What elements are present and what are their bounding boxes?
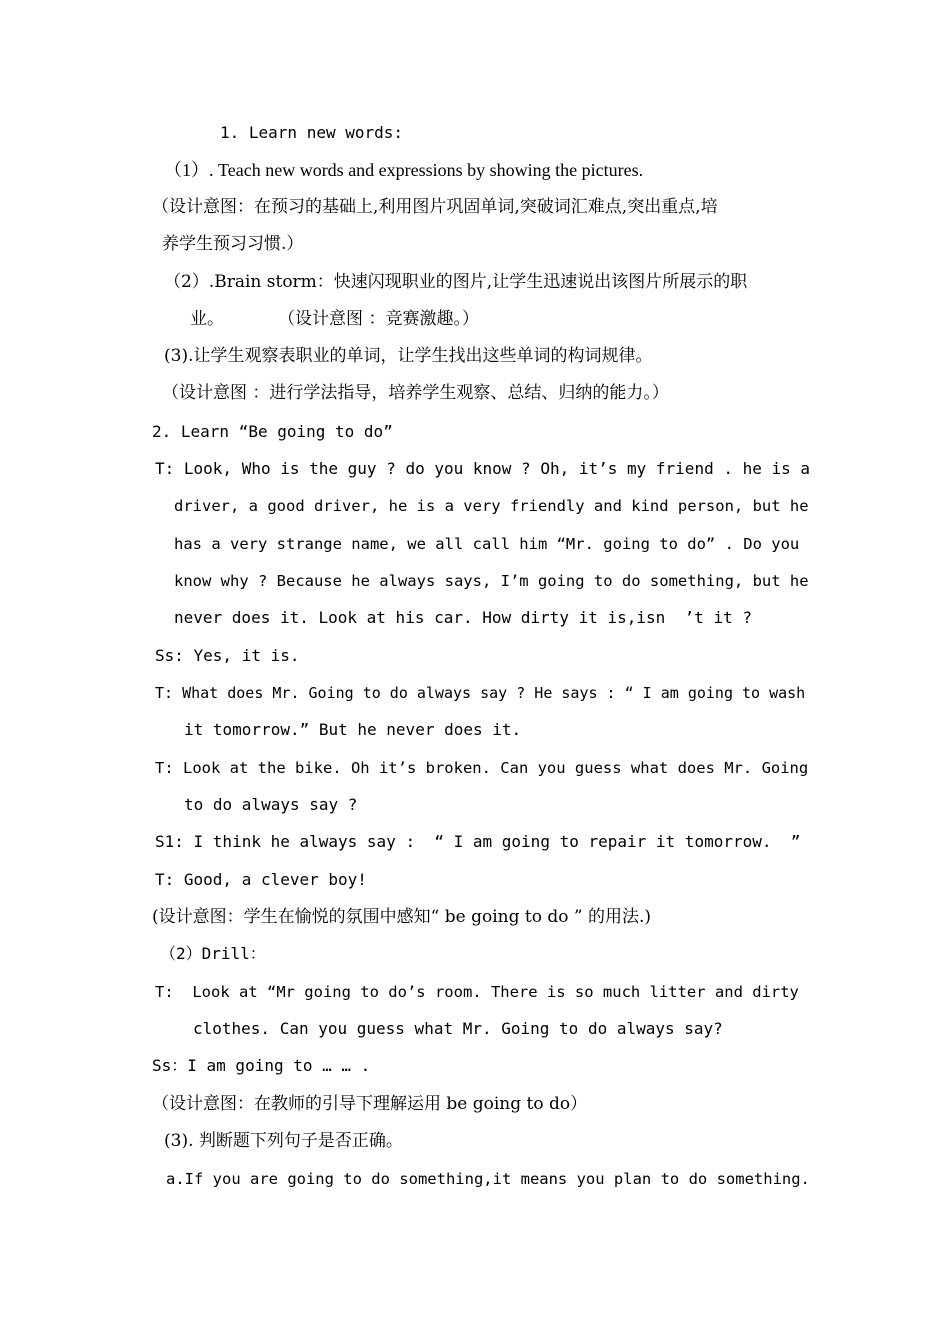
judgement-item-a: a.If you are going to do something,it means you plan to do something. (166, 1170, 810, 1188)
dialogue-line: know why ? Because he always says, I’m going to do something, but he (174, 572, 809, 590)
dialogue-line: never does it. Look at his car. How dirty it is,isn ’t it ? (174, 608, 752, 627)
dialogue-line: Ss: Yes, it is. (155, 646, 300, 665)
dialogue-line: to do always say ? (184, 795, 358, 814)
dialogue-line: T: Good, a clever boy! (155, 870, 367, 889)
dialogue-line: has a very strange name, we all call him “Mr. going to do” . Do you (174, 535, 800, 553)
dialogue-line: Ss：I am going to … … . (152, 1056, 371, 1075)
dialogue-line: T: What does Mr. Going to do always say ? He says : “ I am going to wash (155, 684, 806, 702)
step-1-teach-words: （1）. Teach new words and expressions by showing the pictures. (164, 160, 644, 180)
design-intent-drill: （设计意图：在教师的引导下理解运用 be going to do） (152, 1094, 588, 1114)
heading-learn-be-going-to-do: 2. Learn “Be going to do” (152, 422, 393, 441)
step-3-word-formation: (3).让学生观察表职业的单词，让学生找出这些单词的构词规律。 (164, 346, 653, 366)
step-2-brain-storm-line-1: （2）.Brain storm：快速闪现职业的图片,让学生迅速说出该图片所展示的职 (164, 272, 748, 292)
dialogue-line: T: Look at the bike. Oh it’s broken. Can you guess what does Mr. Going (155, 759, 809, 777)
step-2-brain-storm-line-2: 业。 （设计意图 ：竞赛激趣。） (190, 309, 479, 329)
design-intent-be-going-to: (设计意图：学生在愉悦的氛围中感知“ be going to do ” 的用法.) (152, 907, 651, 927)
dialogue-line: S1: I think he always say : “ I am going to repair it tomorrow. ” (155, 832, 801, 851)
heading-learn-new-words: 1. Learn new words: (220, 123, 404, 142)
dialogue-line: it tomorrow.” But he never does it. (184, 720, 522, 739)
design-intent-1-line-1: （设计意图：在预习的基础上,利用图片巩固单词,突破词汇难点,突出重点,培 (152, 197, 718, 217)
dialogue-line: T: Look, Who is the guy ? do you know ? Oh, it’s my friend . he is a (155, 459, 811, 478)
design-intent-1-line-2: 养学生预习习惯.） (162, 234, 304, 254)
heading-drill: （2）Drill： (160, 944, 266, 963)
heading-judgement: (3). 判断题下列句子是否正确。 (164, 1131, 403, 1151)
dialogue-line: clothes. Can you guess what Mr. Going to do always say? (193, 1019, 723, 1038)
design-intent-3: （设计意图 ：进行学法指导，培养学生观察、总结、归纳的能力。） (162, 383, 669, 403)
dialogue-line: driver, a good driver, he is a very friendly and kind person, but he (174, 497, 809, 515)
dialogue-line: T: Look at “Mr going to do’s room. There is so much litter and dirty (155, 983, 799, 1001)
